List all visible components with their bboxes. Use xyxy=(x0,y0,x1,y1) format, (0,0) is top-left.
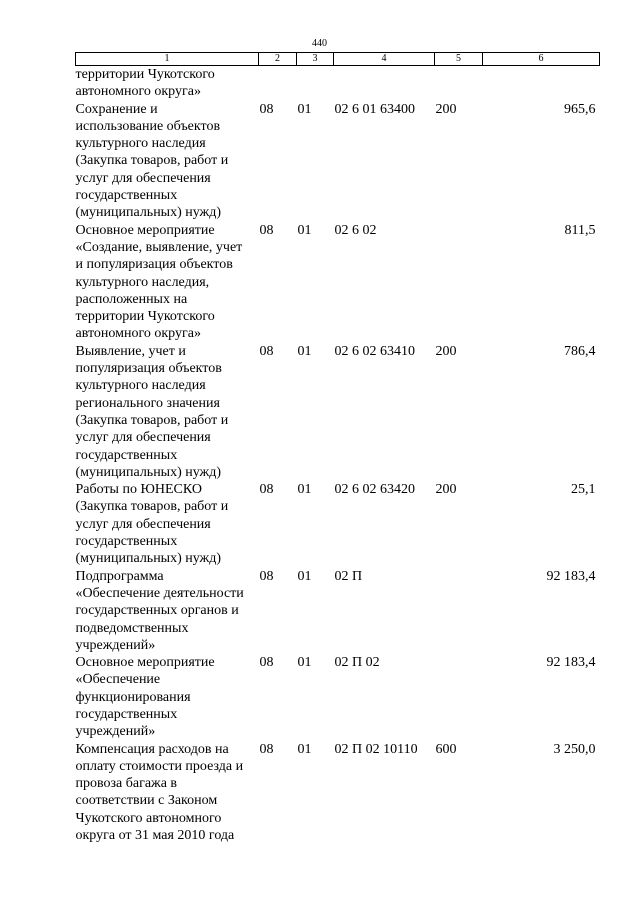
row-amount: 811,5 xyxy=(564,222,596,238)
row-name: Основное мероприятие «Создание, выявление, учет и популяризация объектов культурного наследия, расположенных на территории Чукотского автономного округа» xyxy=(75,222,243,342)
row-target-article: 02 П xyxy=(334,568,363,584)
column-header-target-article: 4 xyxy=(334,53,435,66)
row-section: 08 xyxy=(259,482,274,498)
budget-table xyxy=(75,52,600,844)
table-header-row xyxy=(76,53,600,66)
row-expense-type xyxy=(435,654,483,740)
table-row xyxy=(76,222,600,343)
table-row xyxy=(76,481,600,567)
table-row xyxy=(76,654,600,740)
row-section: 08 xyxy=(259,568,274,584)
row-amount: 92 183,4 xyxy=(546,568,596,584)
row-subsection: 01 xyxy=(297,655,312,671)
row-section: 08 xyxy=(259,343,274,359)
row-target-article: 02 6 01 63400 xyxy=(334,101,415,117)
row-subsection: 01 xyxy=(297,568,312,584)
row-expense-type xyxy=(435,66,483,101)
row-name: Выявление, учет и популяризация объектов культурного наследия регионального значения (Закупка товаров, работ и услуг для обеспечения государственных (муниципальных) нужд) xyxy=(75,343,229,480)
table-row xyxy=(76,66,600,101)
row-section xyxy=(259,66,297,101)
row-subsection: 01 xyxy=(297,343,312,359)
row-subsection: 01 xyxy=(297,482,312,498)
row-target-article: 02 П 02 xyxy=(334,655,380,671)
row-name: территории Чукотского автономного округа» xyxy=(75,67,215,100)
row-target-article xyxy=(334,66,435,101)
row-name: Подпрограмма «Обеспечение деятельности государственных органов и подведомственных учреждений» xyxy=(75,568,244,653)
row-subsection: 01 xyxy=(297,222,312,238)
page-number: 440 xyxy=(312,38,327,49)
row-amount: 786,4 xyxy=(564,343,596,359)
row-expense-type xyxy=(435,222,483,343)
row-target-article: 02 6 02 xyxy=(334,222,377,238)
row-name: Сохранение и использование объектов культурного наследия (Закупка товаров, работ и услуг для обеспечения государственных (муниципальных) нужд) xyxy=(75,101,229,221)
table-row xyxy=(76,568,600,654)
row-section: 08 xyxy=(259,222,274,238)
row-name: Работы по ЮНЕСКО (Закупка товаров, работ и услуг для обеспечения государственных (муниципальных) нужд) xyxy=(75,482,229,567)
column-header-name: 1 xyxy=(76,53,259,66)
row-section: 08 xyxy=(259,655,274,671)
row-amount: 3 250,0 xyxy=(553,741,596,757)
row-expense-type: 200 xyxy=(435,101,457,117)
row-amount xyxy=(483,66,600,101)
column-header-expense-type: 5 xyxy=(435,53,483,66)
row-amount: 25,1 xyxy=(571,482,596,498)
column-header-section: 2 xyxy=(259,53,297,66)
table-row xyxy=(76,741,600,845)
row-target-article: 02 П 02 10110 xyxy=(334,741,418,757)
row-amount: 92 183,4 xyxy=(546,655,596,671)
row-subsection xyxy=(297,66,334,101)
row-section: 08 xyxy=(259,101,274,117)
row-amount: 965,6 xyxy=(564,101,596,117)
row-name: Компенсация расходов на оплату стоимости проезда и провоза багажа в соответствии с Законом Чукотского автономного округа от 31 мая 2010 года xyxy=(75,741,244,844)
column-header-amount: 6 xyxy=(483,53,600,66)
row-section: 08 xyxy=(259,741,274,757)
table-row xyxy=(76,343,600,481)
row-subsection: 01 xyxy=(297,101,312,117)
row-expense-type: 200 xyxy=(435,482,457,498)
row-subsection: 01 xyxy=(297,741,312,757)
row-target-article: 02 6 02 63420 xyxy=(334,482,415,498)
row-expense-type: 600 xyxy=(435,741,457,757)
table-row xyxy=(76,101,600,222)
row-expense-type: 200 xyxy=(435,343,457,359)
row-expense-type xyxy=(435,568,483,654)
row-name: Основное мероприятие «Обеспечение функционирования государственных учреждений» xyxy=(75,655,215,740)
row-target-article: 02 6 02 63410 xyxy=(334,343,415,359)
column-header-subsection: 3 xyxy=(297,53,334,66)
